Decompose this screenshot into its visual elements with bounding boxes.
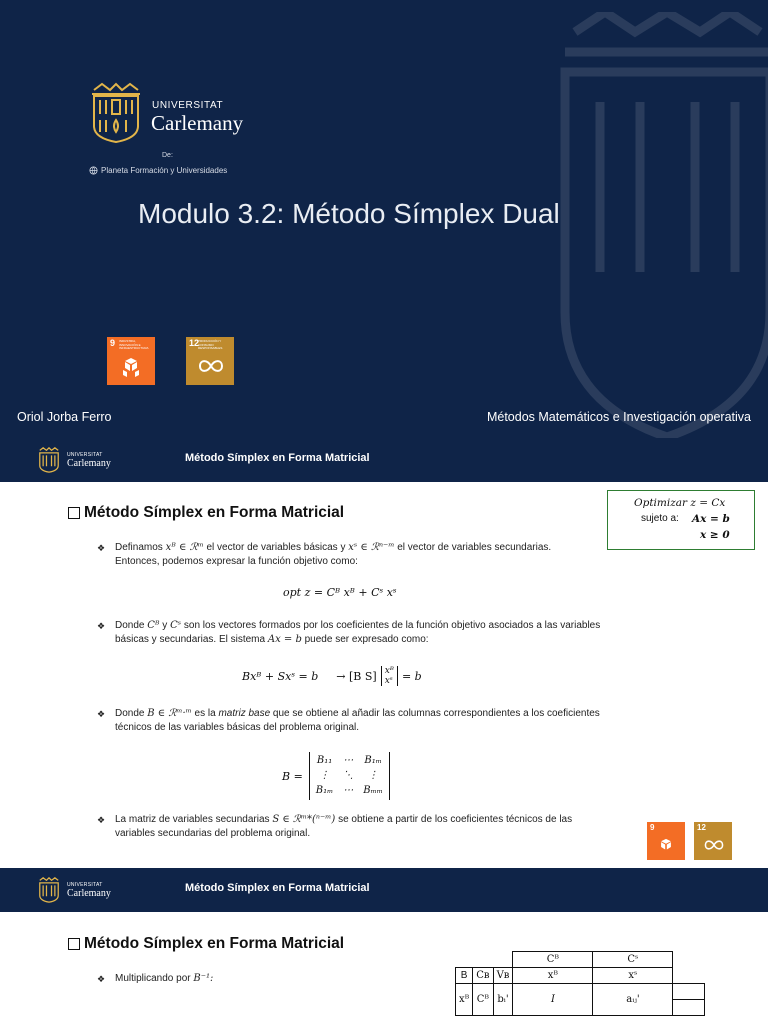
equation-objective: opt z = Cᴮ xᴮ + Cˢ xˢ xyxy=(283,586,397,599)
bullet-2-math-b: Cˢ xyxy=(170,620,182,631)
bullet-2 xyxy=(97,619,617,647)
table-cell: bᵢ' xyxy=(493,984,513,1016)
checkbox-bullet-icon xyxy=(68,507,80,519)
bullet-2-text-d: puede ser expresado como: xyxy=(301,634,429,645)
table-col-header: Cʙ xyxy=(473,968,493,984)
slide-heading-text: Método Símplex en Forma Matricial xyxy=(84,504,345,521)
carlemany-logo-icon xyxy=(38,447,60,473)
equation-system xyxy=(242,666,422,686)
table-cell: aᵢⱼ' xyxy=(593,984,673,1016)
optimization-box xyxy=(607,490,755,550)
diamond-bullet-icon: ❖ xyxy=(97,709,106,719)
diamond-bullet-icon: ❖ xyxy=(97,621,106,631)
optbox-line1: Optimizar z = Cx xyxy=(634,497,726,509)
content-slide-1 xyxy=(0,482,768,868)
sdg-12-number: 12 xyxy=(189,338,200,348)
matrix-b-label: B = xyxy=(282,769,303,783)
sdg-12-number-small: 12 xyxy=(697,823,706,832)
sdg-9-badge xyxy=(107,337,155,385)
author-name: Oriol Jorba Ferro xyxy=(17,410,112,424)
cubes-icon xyxy=(656,838,676,856)
diamond-bullet-icon: ❖ xyxy=(97,543,106,553)
sdg-9-badge-small xyxy=(647,822,685,860)
slide-header-bar xyxy=(0,438,768,482)
bullet-2-text-c: son los vectores formados por los coeficientes de la función objetivo asociados a las variables básicas y secundarias. El sistema xyxy=(115,620,601,645)
vector-xb: xᴮ xyxy=(384,666,394,676)
bullet-2-math-a: Cᴮ xyxy=(147,620,160,631)
bullet-1-math-b: xˢ ∈ ℛⁿ⁻ᵐ xyxy=(348,542,395,553)
bullet-4-text-a: La matriz de variables secundarias xyxy=(115,814,273,825)
university-name: Carlemany xyxy=(151,111,244,135)
sdg-12-badge-small xyxy=(694,822,732,860)
table-row xyxy=(456,952,705,968)
bullet-1-math-a: xᴮ ∈ ℛᵐ xyxy=(165,542,204,553)
sdg-12-text: PRODUCCIÓN Y CONSUMO RESPONSABLES xyxy=(198,339,223,350)
university-label: UNIVERSITAT xyxy=(152,100,224,111)
bullet-2-text-a: Donde xyxy=(115,620,148,631)
header-university-label: UNIVERSITAT xyxy=(67,882,103,888)
bullet-3-math-a: B ∈ ℛᵐ·ᵐ xyxy=(147,708,192,719)
bullet-1-text-c: el vector de variables secundarias. Entonces, podemos expresar la función objetivo como: xyxy=(115,542,552,567)
matrix-bmm: Bₘₘ xyxy=(363,785,383,796)
bullet-4-math-a: S ∈ ℛᵐ*(ⁿ⁻ᵐ) xyxy=(272,814,336,825)
header-university-name: Carlemany xyxy=(67,458,111,469)
sdg-9-text: INDUSTRIA, INNOVACIÓN E INFRAESTRUCTURA xyxy=(119,339,149,350)
table-col-header: Vʙ xyxy=(493,968,513,984)
equation-system-arrow: → [B S] xyxy=(336,669,377,683)
sdg-9-number-small: 9 xyxy=(650,823,655,832)
bullet-4 xyxy=(97,813,587,841)
table-col-header: B xyxy=(456,968,473,984)
table-cell: I xyxy=(513,984,593,1016)
matrix-ddots: ⋱ xyxy=(343,770,354,781)
table-row xyxy=(456,984,705,1016)
equation-system-right: = b xyxy=(401,669,422,683)
bullet-1 xyxy=(97,541,557,569)
crest-watermark-icon xyxy=(545,12,768,438)
table-cell: Cᴮ xyxy=(473,984,493,1016)
simplex-tableau xyxy=(455,951,705,1016)
slide-header-bar xyxy=(0,868,768,912)
header-section-title: Método Símplex en Forma Matricial xyxy=(185,882,370,894)
table-row xyxy=(456,968,705,984)
bullet-1-text-b: el vector de variables básicas y xyxy=(203,542,349,553)
course-name: Métodos Matemáticos e Investigación operativa xyxy=(486,410,751,424)
matrix-vdots: ⋮ xyxy=(319,770,330,781)
vector-xs: xˢ xyxy=(384,676,393,686)
equation-system-left: Bxᴮ + Sxˢ = b xyxy=(242,669,319,683)
cubes-icon xyxy=(119,357,143,379)
bullet-3-emphasis: matriz base xyxy=(218,708,271,719)
bullet-3-text-b: es la xyxy=(191,708,219,719)
sdg-12-badge xyxy=(186,337,234,385)
optbox-subject-label: sujeto a: xyxy=(641,513,679,524)
carlemany-logo-icon xyxy=(38,877,60,903)
bullet-1-text-a: Definamos xyxy=(115,542,166,553)
table-cell: xᴮ xyxy=(456,984,473,1016)
diamond-bullet-icon: ❖ xyxy=(97,974,106,984)
matrix-hdots: ⋯ xyxy=(343,785,354,796)
checkbox-bullet-icon xyxy=(68,938,80,950)
bullet-3 xyxy=(97,707,617,735)
bullet-multiply-math: B⁻¹: xyxy=(193,973,214,984)
diamond-bullet-icon: ❖ xyxy=(97,815,106,825)
matrix-bm1: B₁ₘ xyxy=(315,785,334,796)
sdg-9-number: 9 xyxy=(110,338,116,348)
matrix-b1m: B₁ₘ xyxy=(364,755,382,766)
content-slide-2 xyxy=(0,913,768,1024)
bullet-2-text-b: y xyxy=(159,620,171,631)
table-top-header: Cˢ xyxy=(593,952,673,968)
header-university-label: UNIVERSITAT xyxy=(67,452,103,458)
de-label: De: xyxy=(162,152,173,159)
table-side-cells xyxy=(673,984,705,1016)
table-col-header: xᴮ xyxy=(513,968,593,984)
title-slide xyxy=(0,0,768,438)
table-col-header: xˢ xyxy=(593,968,673,984)
matrix-b-body xyxy=(309,752,390,800)
carlemany-logo-icon xyxy=(90,82,142,144)
infinity-icon xyxy=(198,357,224,375)
bullet-3-text-a: Donde xyxy=(115,708,148,719)
bullet-2-math-c: Ax = b xyxy=(267,634,302,645)
matrix-hdots: ⋯ xyxy=(343,755,354,766)
matrix-b11: B₁₁ xyxy=(316,755,333,766)
matrix-vdots: ⋮ xyxy=(368,770,379,781)
planeta-text: Planeta Formación y Universidades xyxy=(101,166,228,175)
slide-heading xyxy=(68,935,344,953)
slide-heading xyxy=(68,504,344,522)
matrix-b xyxy=(282,752,390,800)
bullet-multiply-text: Multiplicando por xyxy=(115,973,194,984)
header-section-title: Método Símplex en Forma Matricial xyxy=(185,452,370,464)
presentation-title: Modulo 3.2: Método Símplex Dual xyxy=(138,198,560,229)
optbox-line3: x ≥ 0 xyxy=(700,529,730,541)
table-top-header: Cᴮ xyxy=(513,952,593,968)
bullet-4-text-b: se obtiene a partir de los coeficientes técnicos de las variables secundarias del problema original. xyxy=(115,814,573,839)
planeta-label xyxy=(89,166,227,175)
header-university-name: Carlemany xyxy=(67,888,111,899)
equation-system-vector xyxy=(381,666,398,686)
optbox-line2: Ax = b xyxy=(692,513,730,525)
planeta-globe-icon xyxy=(89,166,98,175)
bullet-3-text-c: que se obtiene al añadir las columnas correspondientes a los coeficientes técnicos de las variables básicas del problema original. xyxy=(115,708,600,733)
bullet-multiply xyxy=(97,972,397,986)
infinity-icon xyxy=(703,838,725,852)
slide-heading-text: Método Símplex en Forma Matricial xyxy=(84,935,345,952)
